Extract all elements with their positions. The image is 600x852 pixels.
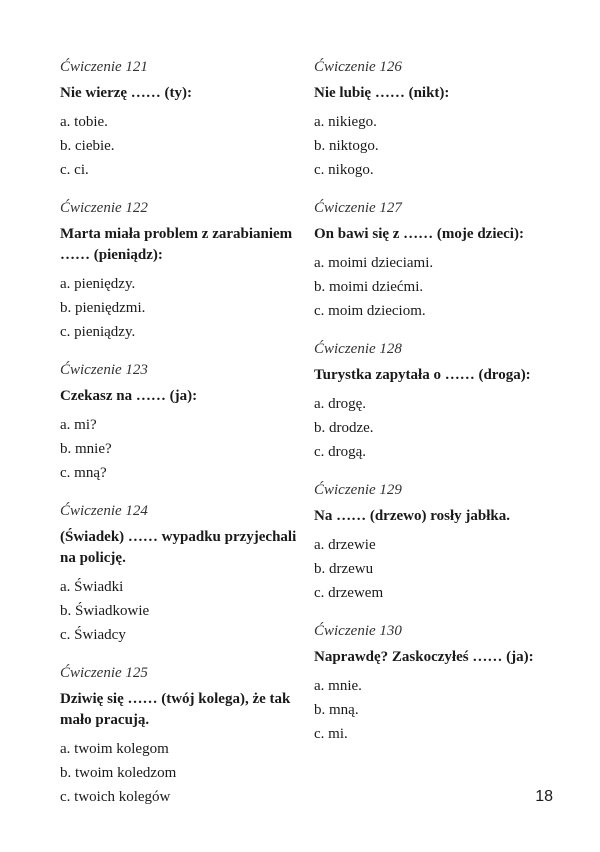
option-b: b. mną.	[314, 702, 359, 718]
option-a: a. Świadki	[60, 579, 124, 595]
option-c: c. mi.	[314, 726, 348, 742]
exercise-125	[60, 663, 300, 809]
option-b: b. twoim koledzom	[60, 765, 177, 781]
right-column	[314, 57, 554, 762]
option-a: a. moimi dzieciami.	[314, 255, 434, 271]
option-list	[314, 251, 554, 323]
exercise-123	[60, 360, 300, 485]
exercise-128	[314, 339, 554, 464]
option-c: c. ci.	[60, 162, 89, 178]
option-a: a. mi?	[60, 417, 97, 433]
option-b: b. drzewu	[314, 561, 374, 577]
option-list	[60, 272, 300, 344]
exercise-title: Ćwiczenie 125	[60, 665, 148, 681]
option-c: c. drzewem	[314, 585, 384, 601]
option-b: b. mnie?	[60, 441, 112, 457]
exercise-title: Ćwiczenie 121	[60, 59, 148, 75]
option-b: b. pieniędzmi.	[60, 300, 146, 316]
exercise-title: Ćwiczenie 123	[60, 362, 148, 378]
option-b: b. drodze.	[314, 420, 374, 436]
exercise-title: Ćwiczenie 126	[314, 59, 402, 75]
option-a: a. drogę.	[314, 396, 367, 412]
option-b: b. Świadkowie	[60, 603, 150, 619]
option-c: c. nikogo.	[314, 162, 374, 178]
exercise-121	[60, 57, 300, 182]
option-c: c. drogą.	[314, 444, 367, 460]
exercise-question: (Świadek) …… wypadku przyjechali na policję.	[60, 529, 297, 566]
exercise-130	[314, 621, 554, 746]
option-list	[60, 575, 300, 647]
option-list	[314, 392, 554, 464]
exercise-124	[60, 501, 300, 647]
option-c: c. mną?	[60, 465, 107, 481]
option-list	[60, 110, 300, 182]
exercise-127	[314, 198, 554, 323]
option-a: a. drzewie	[314, 537, 376, 553]
exercise-question: Marta miała problem z zarabianiem …… (pieniądz):	[60, 226, 293, 263]
exercise-title: Ćwiczenie 124	[60, 503, 148, 519]
option-a: a. nikiego.	[314, 114, 377, 130]
exercise-question: On bawi się z …… (moje dzieci):	[314, 226, 524, 242]
exercise-122	[60, 198, 300, 344]
option-c: c. moim dzieciom.	[314, 303, 426, 319]
option-a: a. twoim kolegom	[60, 741, 169, 757]
exercise-title: Ćwiczenie 122	[60, 200, 148, 216]
left-column	[60, 57, 300, 825]
option-b: b. niktogo.	[314, 138, 379, 154]
option-a: a. pieniędzy.	[60, 276, 136, 292]
exercise-title: Ćwiczenie 127	[314, 200, 402, 216]
exercise-question: Nie lubię …… (nikt):	[314, 85, 450, 101]
option-list	[60, 737, 300, 809]
exercise-126	[314, 57, 554, 182]
exercise-129	[314, 480, 554, 605]
option-c: c. twoich kolegów	[60, 789, 171, 805]
option-list	[314, 674, 554, 746]
exercise-question: Dziwię się …… (twój kolega), że tak mało pracują.	[60, 691, 291, 728]
option-c: c. Świadcy	[60, 627, 126, 643]
exercise-question: Czekasz na …… (ja):	[60, 388, 198, 404]
exercise-title: Ćwiczenie 128	[314, 341, 402, 357]
option-list	[314, 110, 554, 182]
exercise-question: Naprawdę? Zaskoczyłeś …… (ja):	[314, 649, 534, 665]
exercise-question: Na …… (drzewo) rosły jabłka.	[314, 508, 510, 524]
option-list	[60, 413, 300, 485]
option-b: b. ciebie.	[60, 138, 115, 154]
exercise-question: Nie wierzę …… (ty):	[60, 85, 193, 101]
option-b: b. moimi dziećmi.	[314, 279, 424, 295]
exercise-question: Turystka zapytała o …… (droga):	[314, 367, 531, 383]
page-number: 18	[535, 788, 553, 805]
option-c: c. pieniądzy.	[60, 324, 136, 340]
option-list	[314, 533, 554, 605]
exercise-title: Ćwiczenie 129	[314, 482, 402, 498]
exercise-title: Ćwiczenie 130	[314, 623, 402, 639]
option-a: a. tobie.	[60, 114, 108, 130]
option-a: a. mnie.	[314, 678, 362, 694]
